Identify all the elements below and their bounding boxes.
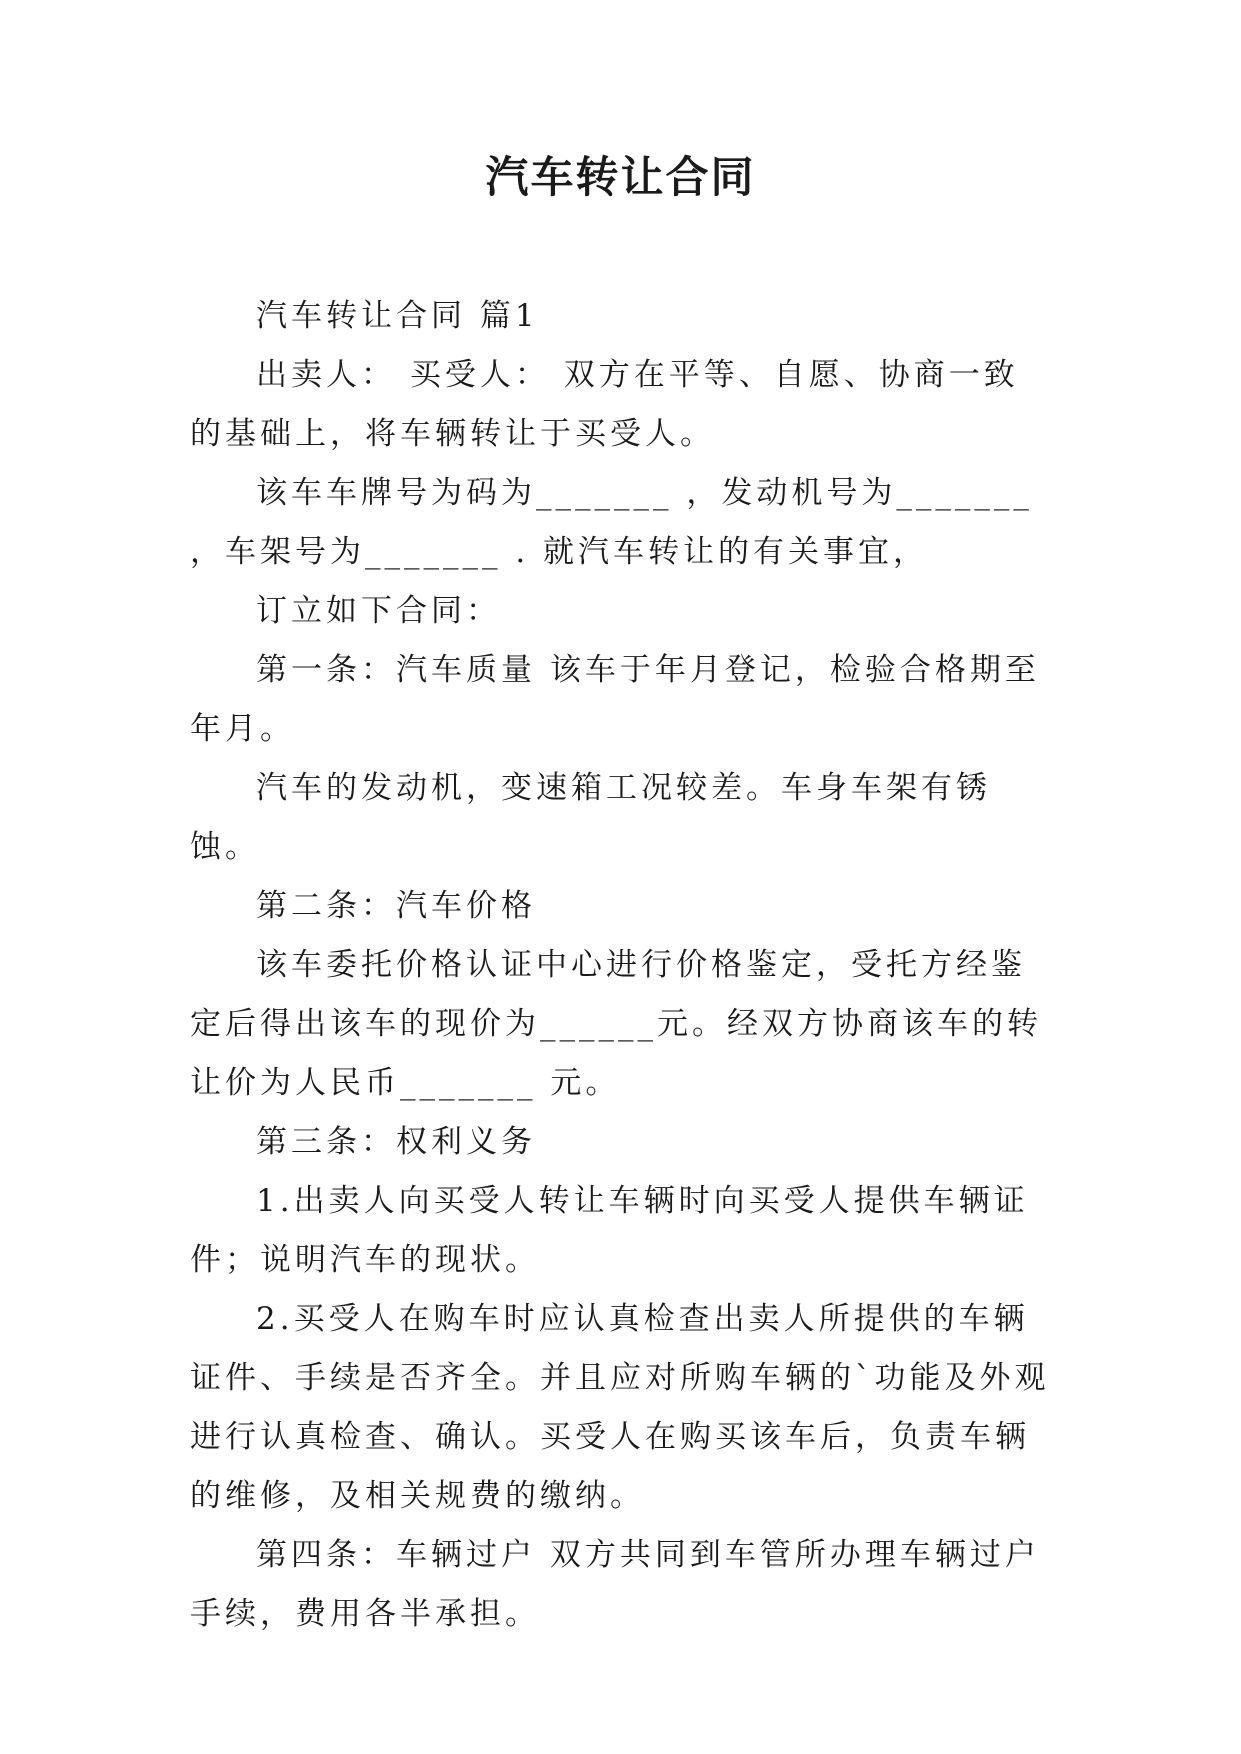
section-heading: 汽车转让合同 篇1 — [256, 298, 539, 334]
paragraph-agreement-intro: 订立如下合同： — [256, 593, 501, 629]
clause-3-2: 2.买受人在购车时应认真检查出卖人所提供的车辆证件、手续是否齐全。并且应对所购车辆的`功能及外观进行认真检查、确认。买受人在购买该车后，负责车辆的维修，及相关规费的缴纳。 — [190, 1301, 1050, 1514]
article-1-quality: 第一条：汽车质量 该车于年月登记，检验合格期至年月。 — [190, 652, 1040, 747]
paragraph-vehicle-ids: 该车车牌号为码为_______ ，发动机号为_______ ，车架号为_______ . 就汽车转让的有关事宜， — [190, 475, 1047, 570]
paragraph-price: 该车委托价格认证中心进行价格鉴定，受托方经鉴定后得出该车的现价为______元。经双方协商该车的转让价为人民币_______ 元。 — [190, 947, 1042, 1101]
article-3-heading: 第三条：权利义务 — [256, 1124, 536, 1160]
paragraph-condition: 汽车的发动机，变速箱工况较差。车身车架有锈蚀。 — [190, 770, 991, 865]
clause-3-1: 1.出卖人向买受人转让车辆时向买受人提供车辆证件；说明汽车的现状。 — [190, 1183, 1029, 1278]
article-4-transfer: 第四条：车辆过户 双方共同到车管所办理车辆过户手续，费用各半承担。 — [190, 1537, 1040, 1632]
paragraph-parties: 出卖人： 买受人： 双方在平等、自愿、协商一致的基础上，将车辆转让于买受人。 — [190, 357, 1019, 452]
document-title: 汽车转让合同 — [485, 153, 756, 203]
article-2-heading: 第二条：汽车价格 — [256, 888, 536, 924]
document-body — [190, 287, 1050, 1644]
